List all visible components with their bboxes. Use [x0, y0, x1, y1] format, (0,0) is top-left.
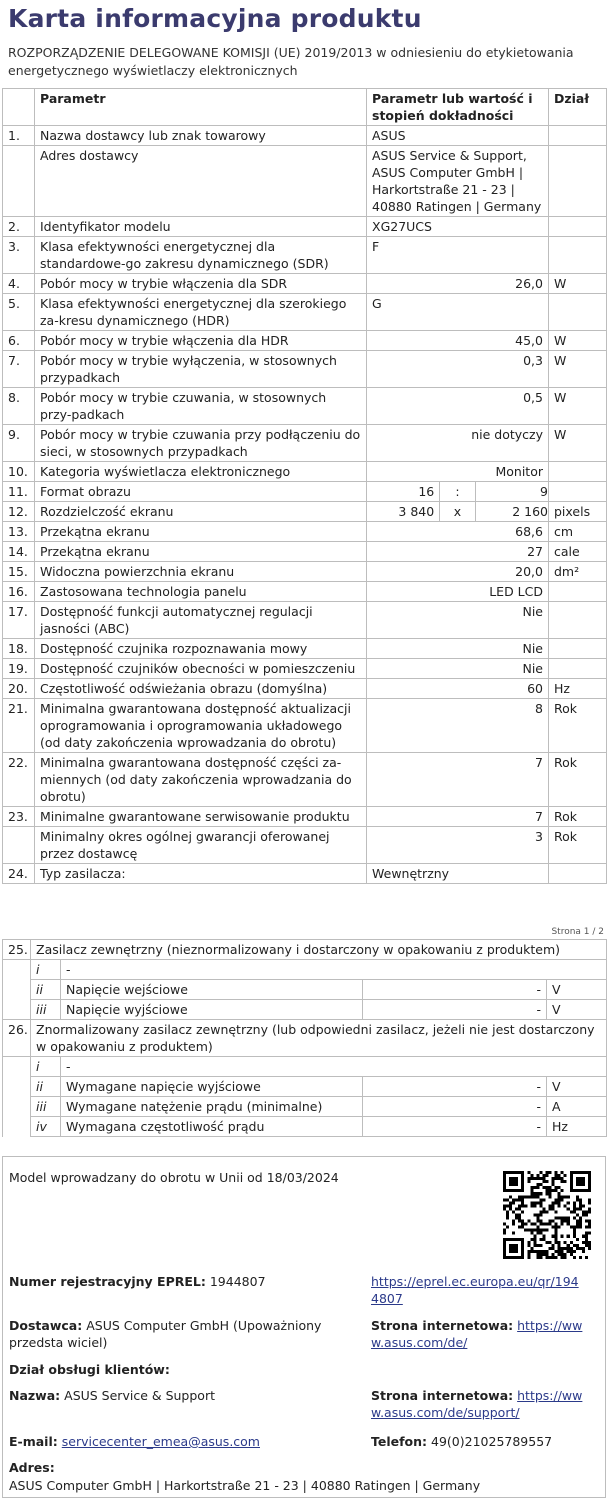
table-row [3, 582, 607, 602]
row-number [3, 146, 35, 217]
row-unit: W [549, 351, 607, 388]
row-value: F [367, 237, 549, 274]
row-unit: W [549, 331, 607, 351]
psu-label: Napięcie wyjściowe [61, 1000, 363, 1020]
eprel-number: 1944807 [209, 1274, 266, 1289]
psu-section-number: 26. [3, 1020, 31, 1057]
row-parameter: Pobór mocy w trybie czuwania, w stosownych przy-padkach [35, 388, 367, 425]
table-row [3, 807, 607, 827]
phone-value: 49(0)21025789557 [431, 1434, 553, 1449]
power-supply-table [2, 939, 607, 1137]
header-value: Parametr lub wartość i stopień dokładności [367, 89, 549, 126]
row-unit: W [549, 274, 607, 294]
row-value: LED LCD [367, 582, 549, 602]
psu-value: - [363, 980, 547, 1000]
row-parameter: Adres dostawcy [35, 146, 367, 217]
row-unit: pixels [549, 502, 607, 522]
row-value: Nie [367, 639, 549, 659]
table-row [3, 659, 607, 679]
psu-label: - [61, 960, 607, 980]
value-part-2: 9 [540, 484, 548, 499]
row-value: 3 [367, 827, 549, 864]
header-section: Dział [549, 89, 607, 126]
row-parameter: Pobór mocy w trybie włączenia dla HDR [35, 331, 367, 351]
row-unit [549, 582, 607, 602]
row-value: 45,0 [367, 331, 549, 351]
table-header-row [3, 89, 607, 126]
website-line [371, 1317, 593, 1351]
psu-row [3, 1117, 607, 1137]
row-parameter: Format obrazu [35, 482, 367, 502]
psu-roman: ii [31, 980, 61, 1000]
table-row [3, 679, 607, 699]
footer-panel [2, 1156, 606, 1498]
psu-row [3, 1057, 607, 1077]
table-row [3, 351, 607, 388]
table-row [3, 827, 607, 864]
psu-row [3, 960, 607, 980]
table-row [3, 274, 607, 294]
row-parameter: Przekątna ekranu [35, 522, 367, 542]
psu-unit: V [547, 1077, 607, 1097]
row-number: 22. [3, 753, 35, 807]
supplier-value: ASUS Computer GmbH (Upoważniony przedsta wiciel) [9, 1318, 322, 1350]
table-row [3, 522, 607, 542]
row-number: 7. [3, 351, 35, 388]
row-value: ASUS Service & Support, ASUS Computer GmbH | Harkortstraße 21 - 23 | 40880 Ratingen | Germany [367, 146, 549, 217]
psu-roman: iii [31, 1000, 61, 1020]
address-label: Adres: [9, 1460, 55, 1475]
row-number: 6. [3, 331, 35, 351]
service-name-line [9, 1387, 365, 1404]
psu-value: - [363, 1117, 547, 1137]
row-number: 15. [3, 562, 35, 582]
row-unit: dm² [549, 562, 607, 582]
psu-label: Wymagane napięcie wyjściowe [61, 1077, 363, 1097]
row-number: 12. [3, 502, 35, 522]
row-parameter: Przekątna ekranu [35, 542, 367, 562]
row-parameter: Pobór mocy w trybie wyłączenia, w stosownych przypadkach [35, 351, 367, 388]
psu-roman: i [31, 1057, 61, 1077]
row-value: 60 [367, 679, 549, 699]
row-unit: Rok [549, 753, 607, 807]
row-value: 27 [367, 542, 549, 562]
row-parameter: Częstotliwość odświeżania obrazu (domyślna) [35, 679, 367, 699]
eprel-label: Numer rejestracyjny EPREL: [9, 1274, 206, 1289]
row-unit: Rok [549, 807, 607, 827]
psu-section-number: 25. [3, 940, 31, 960]
psu-section-row [3, 940, 607, 960]
row-parameter: Minimalne gwarantowane serwisowanie produktu [35, 807, 367, 827]
psu-roman: i [31, 960, 61, 980]
row-value [367, 482, 549, 502]
product-info-table [2, 88, 607, 884]
row-parameter: Dostępność funkcji automatycznej regulacji jasności (ABC) [35, 602, 367, 639]
table-row [3, 753, 607, 807]
row-number: 8. [3, 388, 35, 425]
row-number: 13. [3, 522, 35, 542]
row-value: XG27UCS [367, 217, 549, 237]
row-parameter: Widoczna powierzchnia ekranu [35, 562, 367, 582]
row-parameter: Minimalny okres ogólnej gwarancji oferowanej przez dostawcę [35, 827, 367, 864]
row-value: 20,0 [367, 562, 549, 582]
psu-row [3, 1000, 607, 1020]
row-parameter: Zastosowana technologia panelu [35, 582, 367, 602]
row-unit [549, 659, 607, 679]
row-unit: cm [549, 522, 607, 542]
row-parameter: Minimalna gwarantowana dostępność części za-miennych (od daty zakończenia wprowadzania do obrotu) [35, 753, 367, 807]
table-row [3, 864, 607, 884]
table-row [3, 699, 607, 753]
supplier-label: Dostawca: [9, 1318, 83, 1333]
row-number: 24. [3, 864, 35, 884]
row-value [367, 502, 549, 522]
row-value: 7 [367, 807, 549, 827]
psu-section-row [3, 1020, 607, 1057]
phone-label: Telefon: [371, 1434, 428, 1449]
row-value: Wewnętrzny [367, 864, 549, 884]
row-number: 3. [3, 237, 35, 274]
row-value: 0,3 [367, 351, 549, 388]
table-row [3, 562, 607, 582]
customer-service-heading: Dział obsługi klientów: [9, 1362, 170, 1377]
row-parameter: Pobór mocy w trybie czuwania przy podłączeniu do sieci, w stosownych przypadkach [35, 425, 367, 462]
table-row [3, 542, 607, 562]
row-number: 2. [3, 217, 35, 237]
table-row [3, 388, 607, 425]
row-value: ASUS [367, 126, 549, 146]
row-number: 9. [3, 425, 35, 462]
psu-value: - [363, 1000, 547, 1020]
psu-value: - [363, 1097, 547, 1117]
row-number: 20. [3, 679, 35, 699]
row-value: 26,0 [367, 274, 549, 294]
row-unit: Hz [549, 679, 607, 699]
row-number: 10. [3, 462, 35, 482]
website2-label: Strona internetowa: [371, 1388, 514, 1403]
row-number: 21. [3, 699, 35, 753]
row-unit [549, 864, 607, 884]
row-value: 68,6 [367, 522, 549, 542]
value-part-2: 2 160 [512, 504, 548, 519]
website-label: Strona internetowa: [371, 1318, 514, 1333]
row-unit [549, 126, 607, 146]
psu-roman: iv [31, 1117, 61, 1137]
website-link[interactable]: https://www.asus.com/de/ [371, 1318, 583, 1350]
table-row [3, 482, 607, 502]
psu-section-title: Zasilacz zewnętrzny (nieznormalizowany i dostarczony w opakowaniu z produktem) [31, 940, 607, 960]
table-row [3, 602, 607, 639]
table-row [3, 425, 607, 462]
row-unit: Rok [549, 827, 607, 864]
psu-unit: V [547, 980, 607, 1000]
row-unit [549, 639, 607, 659]
psu-row [3, 1097, 607, 1117]
psu-roman: iii [31, 1097, 61, 1117]
row-number [3, 827, 35, 864]
row-unit: cale [549, 542, 607, 562]
row-unit [549, 146, 607, 217]
row-number: 4. [3, 274, 35, 294]
row-parameter: Dostępność czujników obecności w pomieszczeniu [35, 659, 367, 679]
value-part-1: 3 840 [398, 504, 435, 519]
value-part-1: 16 [418, 484, 435, 499]
table-row [3, 146, 607, 217]
psu-roman: ii [31, 1077, 61, 1097]
model-date: Model wprowadzany do obrotu w Unii od 18/03/2024 [9, 1170, 339, 1185]
row-parameter: Kategoria wyświetlacza elektronicznego [35, 462, 367, 482]
row-number: 5. [3, 294, 35, 331]
eprel-link[interactable]: https://eprel.ec.europa.eu/qr/1944807 [371, 1274, 579, 1306]
name-label: Nazwa: [9, 1388, 61, 1403]
email-label: E-mail: [9, 1434, 58, 1449]
row-parameter: Dostępność czujnika rozpoznawania mowy [35, 639, 367, 659]
row-parameter: Minimalna gwarantowana dostępność aktualizacji oprogramowania i oprogramowania układowego (od daty zakończenia wprowadzania do obrotu) [35, 699, 367, 753]
row-number: 18. [3, 639, 35, 659]
psu-label: Wymagana częstotliwość prądu [61, 1117, 363, 1137]
row-value: G [367, 294, 549, 331]
row-unit: Rok [549, 699, 607, 753]
supplier-line [9, 1317, 365, 1351]
row-parameter: Pobór mocy w trybie włączenia dla SDR [35, 274, 367, 294]
psu-label: - [61, 1057, 607, 1077]
phone-line [371, 1433, 593, 1450]
page-title: Karta informacyjna produktu [8, 4, 422, 33]
psu-section-title: Znormalizowany zasilacz zewnętrzny (lub odpowiedni zasilacz, jeżeli nie jest dostarczony w opakowaniu z produktem) [31, 1020, 607, 1057]
table-row [3, 331, 607, 351]
row-number: 19. [3, 659, 35, 679]
row-parameter: Identyfikator modelu [35, 217, 367, 237]
row-value: Monitor [367, 462, 549, 482]
table-row [3, 217, 607, 237]
name-value: ASUS Service & Support [64, 1388, 215, 1403]
psu-unit: V [547, 1000, 607, 1020]
psu-row [3, 980, 607, 1000]
table-row [3, 502, 607, 522]
row-value: 0,5 [367, 388, 549, 425]
row-number: 23. [3, 807, 35, 827]
value-separator: : [439, 482, 476, 501]
value-separator: x [439, 502, 476, 521]
row-value: nie dotyczy [367, 425, 549, 462]
psu-label: Wymagane natężenie prądu (minimalne) [61, 1097, 363, 1117]
row-unit [549, 482, 607, 502]
psu-unit: A [547, 1097, 607, 1117]
row-number: 17. [3, 602, 35, 639]
table-row [3, 294, 607, 331]
row-unit [549, 602, 607, 639]
regulation-subtitle: ROZPORZĄDZENIE DELEGOWANE KOMISJI (UE) 2019/2013 w odniesieniu do etykietowania energetycznego wyświetlaczy elektronicznych [8, 45, 574, 78]
row-value: 7 [367, 753, 549, 807]
row-value: 8 [367, 699, 549, 753]
address-value: ASUS Computer GmbH | Harkortstraße 21 - 23 | 40880 Ratingen | Germany [9, 1478, 481, 1493]
psu-row [3, 1077, 607, 1097]
row-value: Nie [367, 659, 549, 679]
email-line [9, 1433, 365, 1450]
row-parameter: Klasa efektywności energetycznej dla szerokiego za-kresu dynamicznego (HDR) [35, 294, 367, 331]
table-row [3, 126, 607, 146]
support-website-link[interactable]: https://www.asus.com/de/support/ [371, 1388, 583, 1420]
qr-code[interactable] [503, 1171, 591, 1259]
row-unit [549, 217, 607, 237]
row-parameter: Nazwa dostawcy lub znak towarowy [35, 126, 367, 146]
row-number: 16. [3, 582, 35, 602]
row-unit [549, 462, 607, 482]
row-unit: W [549, 425, 607, 462]
eprel-line [9, 1273, 359, 1290]
psu-label: Napięcie wejściowe [61, 980, 363, 1000]
row-value: Nie [367, 602, 549, 639]
row-number: 14. [3, 542, 35, 562]
row-parameter: Klasa efektywności energetycznej dla standardowe-go zakresu dynamicznego (SDR) [35, 237, 367, 274]
row-unit [549, 237, 607, 274]
table-row [3, 462, 607, 482]
table-row [3, 237, 607, 274]
support-website-line [371, 1387, 593, 1421]
row-number: 11. [3, 482, 35, 502]
page-number: Strona 1 / 2 [551, 927, 604, 937]
row-unit: W [549, 388, 607, 425]
email-link[interactable]: servicecenter_emea@asus.com [61, 1434, 260, 1449]
row-number: 1. [3, 126, 35, 146]
row-parameter: Rozdzielczość ekranu [35, 502, 367, 522]
row-unit [549, 294, 607, 331]
psu-unit: Hz [547, 1117, 607, 1137]
table-row [3, 639, 607, 659]
psu-value: - [363, 1077, 547, 1097]
row-parameter: Typ zasilacza: [35, 864, 367, 884]
header-param: Parametr [35, 89, 367, 126]
